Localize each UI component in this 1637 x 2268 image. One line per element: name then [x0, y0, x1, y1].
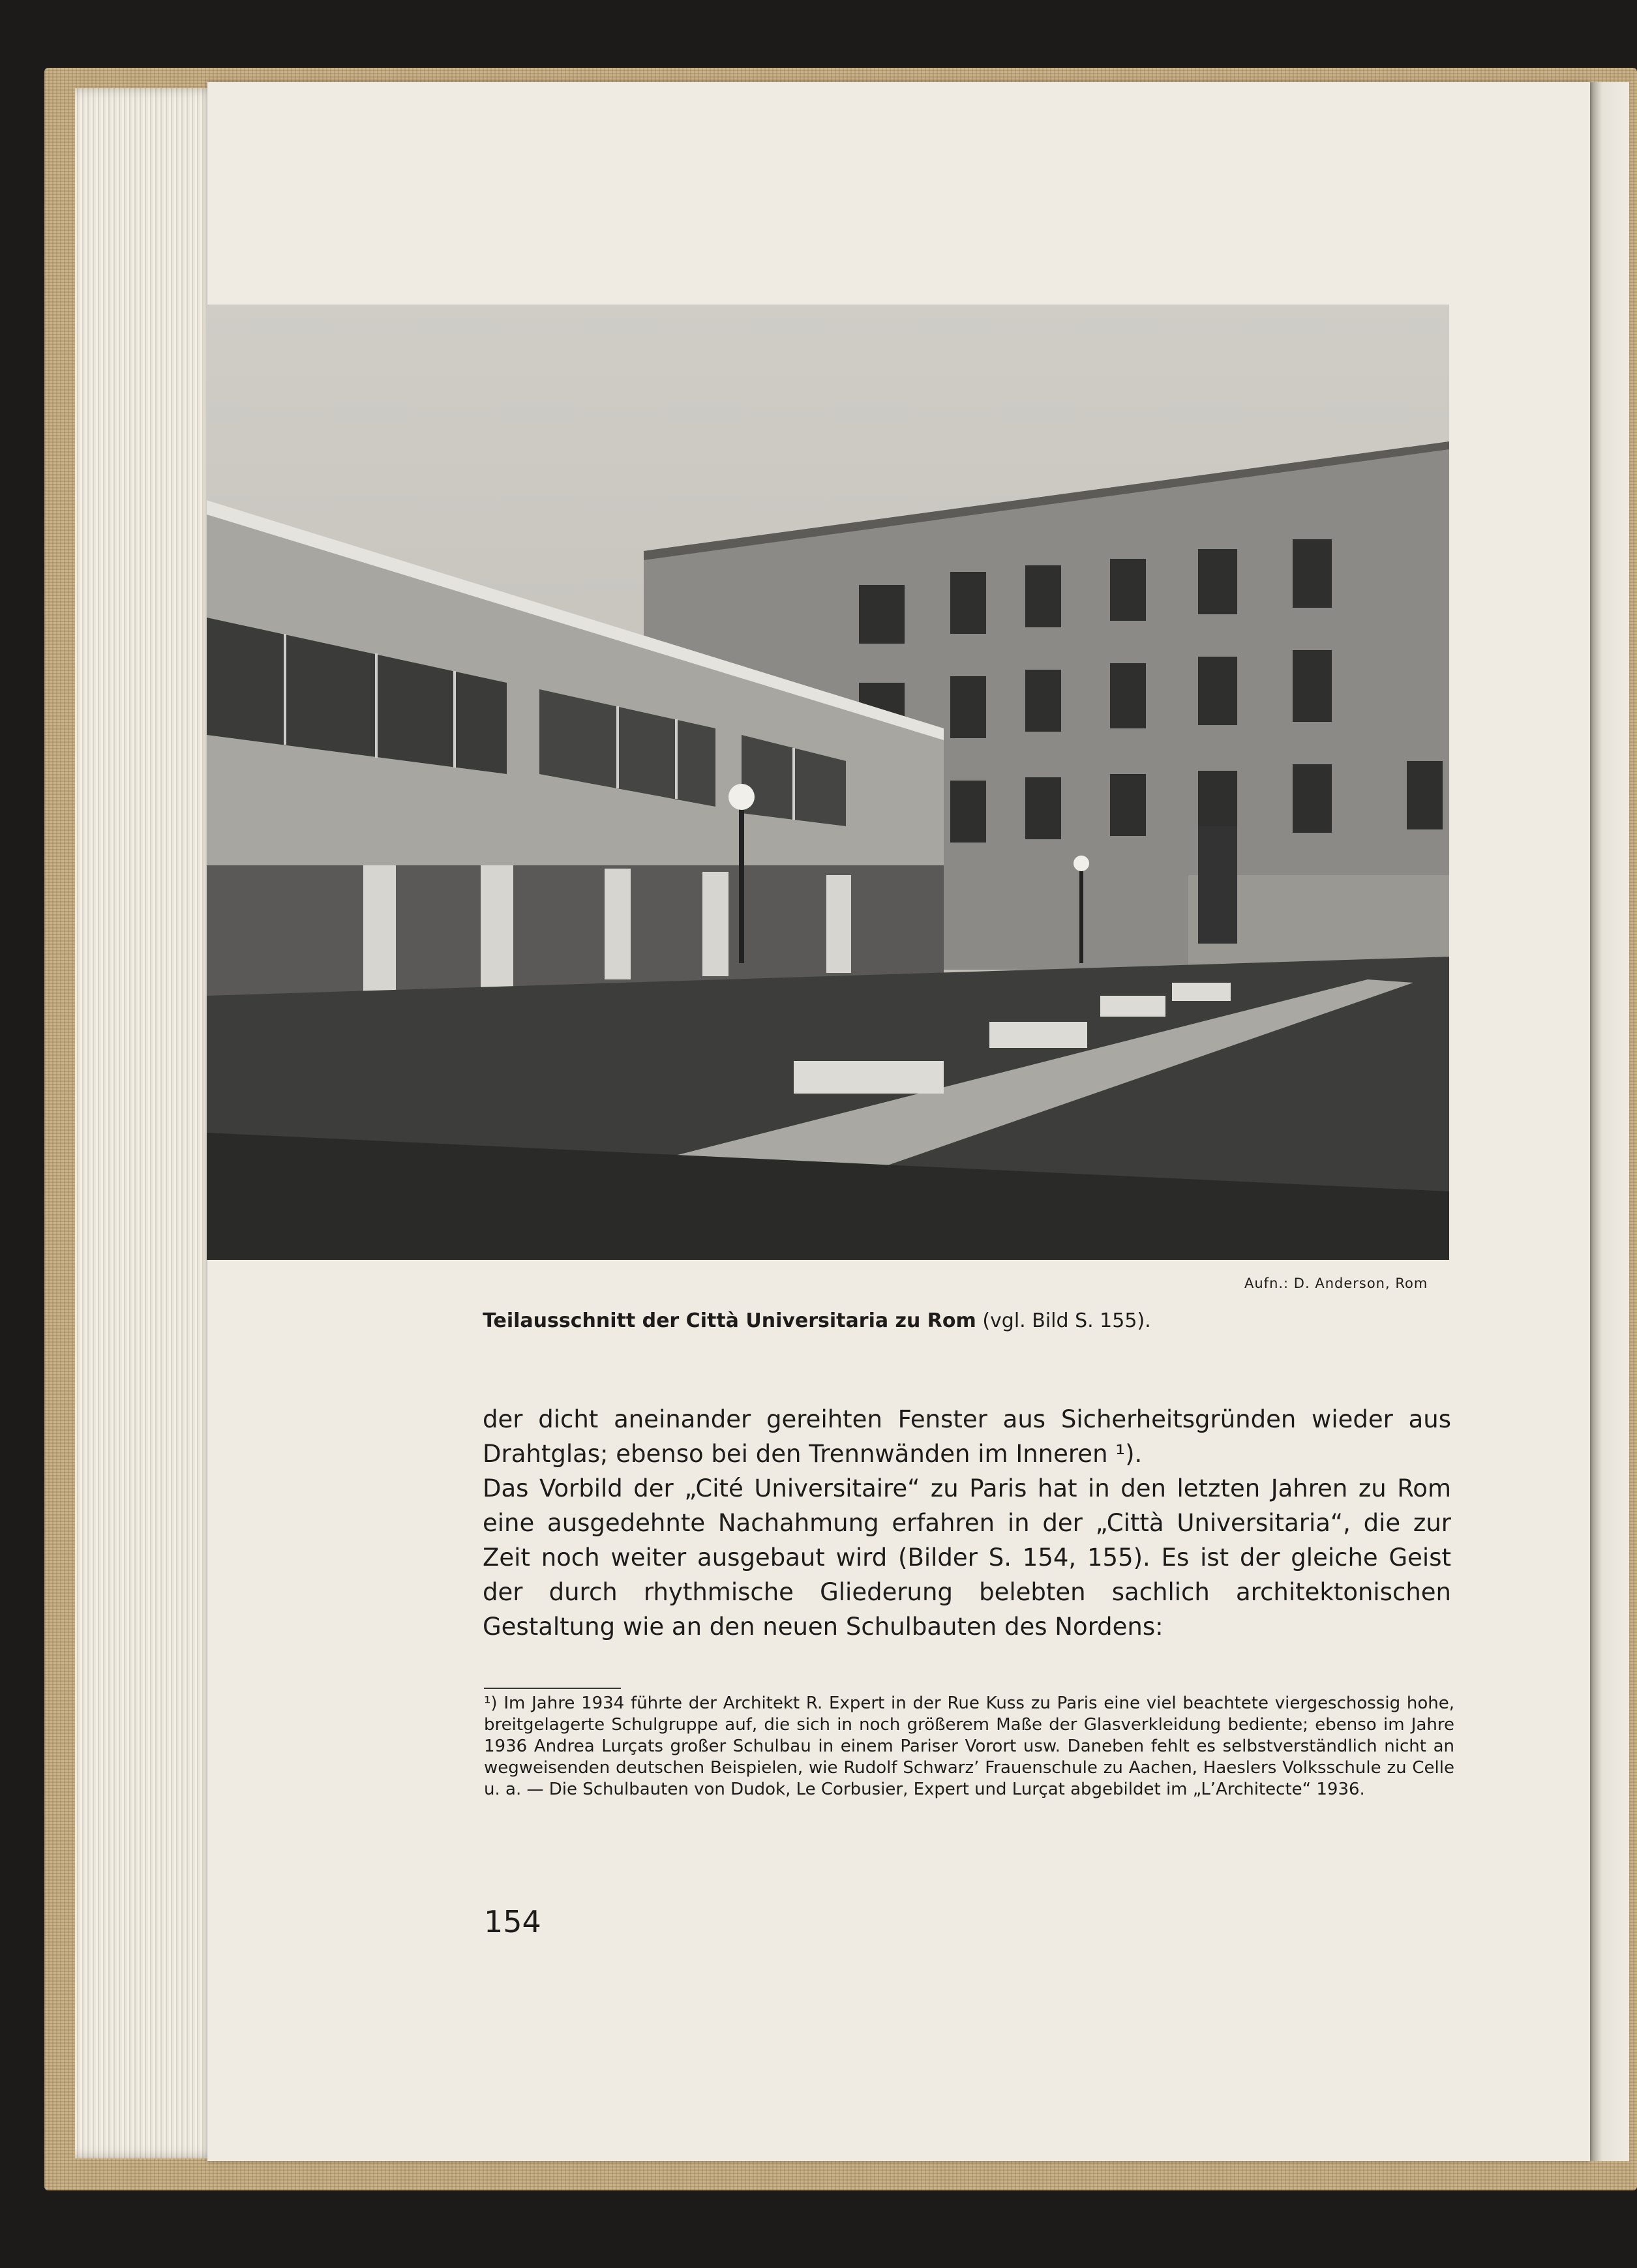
photo-credit: Aufn.: D. Anderson, Rom: [1244, 1276, 1428, 1291]
caption-reference: (vgl. Bild S. 155).: [982, 1309, 1151, 1332]
page-edges: [75, 88, 218, 2158]
paragraph-2: Das Vorbild der „Cité Universitaire“ zu Paris hat in den letzten Jahren zu Rom eine ausgedehnte Nachahmung erfahren in der „Città Universitaria“, die zur Zeit noch weiter ausgebaut wird (Bilder S. 154, 155). Es ist der gleiche Geist der durch rhythmische Gliederung belebten sachlich architektonischen Gestaltung wie an den neuen Schulbauten des Nordens:: [483, 1474, 1451, 1641]
paragraph-1: der dicht aneinander gereihten Fenster aus Sicherheitsgründen wieder aus Drahtglas; ebenso bei den Trennwänden im Inneren ¹).: [483, 1405, 1451, 1468]
footnote: [484, 1693, 1454, 1800]
courtyard-photo: [207, 305, 1449, 1260]
footnote-text: Im Jahre 1934 führte der Architekt R. Expert in der Rue Kuss zu Paris eine viel beachtete viergeschossig hohe, breitgelagerte Schulgruppe auf, die sich in noch größerem Maße der Glasverkleidung bediente; ebenso im Jahre 1936 Andrea Lurçats großer Schulbau in einem Pariser Vorort usw. Daneben fehlt es selbstverständlich nicht an wegweisenden deutschen Beispielen, wie Rudolf Schwarz’ Frauenschule zu Aachen, Haeslers Volksschule zu Celle u. a. — Die Schulbauten von Dudok, Le Corbusier, Expert und Lurçat abgebildet im „L’Architecte“ 1936.: [484, 1694, 1455, 1799]
footnote-rule: [484, 1688, 621, 1689]
caption-title: Teilausschnitt der Città Universitaria zu Rom: [483, 1309, 976, 1332]
body-text: [483, 1402, 1451, 1644]
page-number: 154: [484, 1904, 541, 1939]
facing-page: [1590, 82, 1629, 2161]
figure-caption: [483, 1309, 1151, 1332]
footnote-marker: ¹): [484, 1694, 498, 1713]
courtyard-photo-drawing: [207, 305, 1449, 1260]
